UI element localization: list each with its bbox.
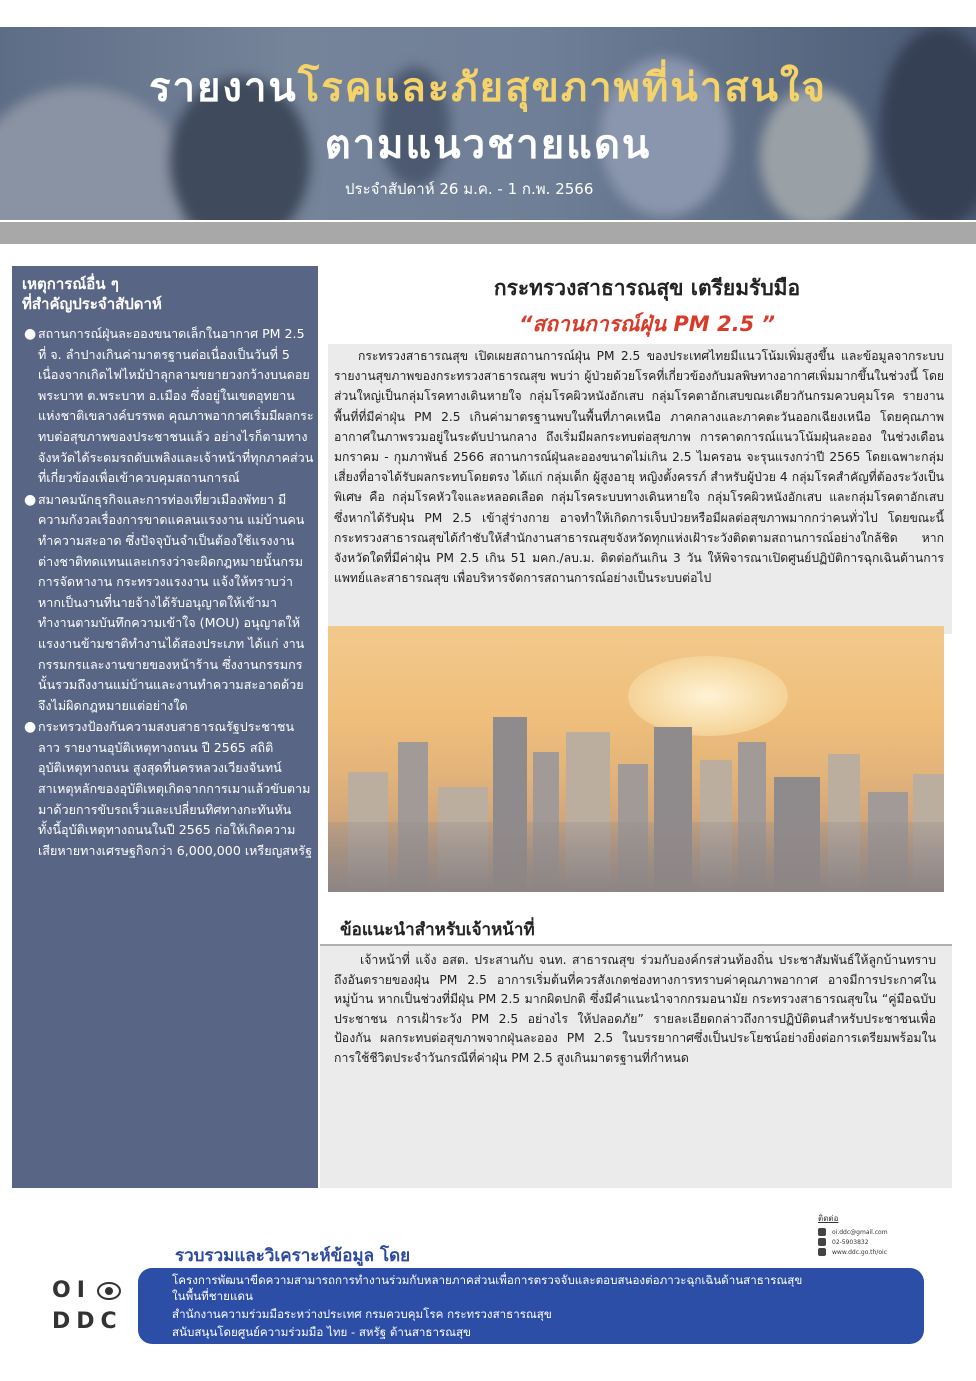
list-item-text: กระทรวงป้องกันความสงบสาธารณรัฐประชาชนลาว รายงานอุบัติเหตุทางถนน ปี 2565 สถิติอุบัติเหตุทางถนน สูงสุดที่นครหลวงเวียงจันทน์ สาเหตุหลักของอุบัติเหตุเกิดจากการเมาแล้วขับตามมาด้วยการขับรถเร็วและเปลี่ยนทิศทางกะทันหันทั้งนี้อุบัติเหตุทางถนนในปี 2565 ก่อให้เกิดความเสียหายทางเศรษฐกิจกว่า 6,000,000 เหรียญสหรัฐ xyxy=(38,719,313,858)
sidebar-heading-line1: เหตุการณ์อื่น ๆ xyxy=(22,275,119,293)
web-icon xyxy=(818,1248,826,1256)
sidebar-heading-line2: ที่สำคัญประจำสัปดาห์ xyxy=(22,295,162,313)
logo-text-ddc: DDC xyxy=(52,1309,123,1334)
contact-email[interactable]: oi.ddc@gmail.com xyxy=(832,1228,888,1236)
report-title-line2: ตามแนวชายแดน xyxy=(324,122,652,168)
contact-row xyxy=(818,1248,938,1256)
phone-icon xyxy=(818,1238,826,1246)
list-item-text: สถานการณ์ฝุ่นละอองขนาดเล็กในอากาศ PM 2.5 ที่ จ. ลำปางเกินค่ามาตรฐานต่อเนื่องเป็นวันที่ 5 เนื่องจากเกิดไฟไหม้ป่าลุกลามขยายวงกว้างบนดอยพระบาท ต.พระบาท อ.เมือง ซึ่งอยู่ในเขตอุทยานแห่งชาติเขลางค์บรรพต คุณภาพอากาศเริ่มมีผลกระทบต่อสุขภาพของประชาชนแล้ว อย่างไรก็ตามทางจังหวัดได้ระดมรถดับเพลิงและเจ้าหน้าที่ทุกภาคส่วนที่เกี่ยวข้องเพื่อเข้าควบคุมสถานการณ์ xyxy=(38,326,314,486)
recommend-body xyxy=(320,946,952,1188)
list-item xyxy=(24,717,314,861)
email-icon xyxy=(818,1228,826,1236)
contact-row xyxy=(818,1228,938,1236)
city-haze xyxy=(328,822,944,892)
recommend-title: ข้อแนะนำสำหรับเจ้าหน้าที่ xyxy=(340,920,535,940)
sun-glow xyxy=(628,656,788,736)
sidebar-list xyxy=(24,324,314,862)
footer-line: สำนักงานความร่วมมือระหว่างประเทศ กรมควบคุมโรค กระทรวงสาธารณสุข xyxy=(172,1307,552,1321)
article-body xyxy=(328,344,952,634)
header-banner xyxy=(0,27,976,220)
list-item-text: สมาคมนักธุรกิจและการท่องเที่ยวเมืองพัทยา มีความกังวลเรื่องการขาดแคลนแรงงาน แม่บ้านคนทำความสะอาด ซึ่งปัจจุบันจำเป็นต้องใช้แรงงานต่างชาติทดแทนและเกรงว่าจะผิดกฎหมายนั้นกรมการจัดหางาน กระทรวงแรงงาน แจ้งให้ทราบว่าหากเป็นงานที่นายจ้างได้รับอนุญาตให้เข้ามาทำงานตามบันทึกความเข้าใจ (MOU) อนุญาตให้แรงงานข้ามชาติทำงานได้สองประเภท ได้แก่ งานกรรมกรและงานขายของหน้าร้าน ซึ่งงานกรรมกรนั้นรวมถึงงานแม่บ้านและงานทำความสะอาดด้วยจึงไม่ผิดกฎหมายแต่อย่างใด xyxy=(38,491,305,713)
bullet-icon: ● xyxy=(24,326,37,342)
divider-bar xyxy=(0,222,976,244)
contact-website[interactable]: www.ddc.go.th/oic xyxy=(832,1248,887,1256)
footer-line: ในพื้นที่ชายแดน xyxy=(172,1289,253,1303)
article-paragraph: กระทรวงสาธารณสุข เปิดเผยสถานการณ์ฝุ่น PM 2.5 ของประเทศไทยมีแนวโน้มเพิ่มสูงขึ้น และข้อมูลจากระบบรายงานสุขภาพของกระทรวงสาธารณสุข พบว่า ผู้ป่วยด้วยโรคที่เกี่ยวข้องกับมลพิษทางอากาศเพิ่มมากขึ้นในช่วงนี้ โดยส่วนใหญ่เป็นกลุ่มโรคทางเดินหายใจ กลุ่มโรคผิวหนังอักเสบ กลุ่มโรคตาอักเสบขณะเดียวกันกรมควบคุมโรค รายงานพื้นที่ที่มีค่าฝุ่น PM 2.5 เกินค่ามาตรฐานพบในพื้นที่ภาคเหนือ ภาคกลางและภาคตะวันออกเฉียงเหนือ โดยคุณภาพอากาศในภาพรวมอยู่ในระดับปานกลาง ถึงเริ่มมีผลกระทบต่อสุขภาพ การคาดการณ์แนวโน้มฝุ่นละออง ในช่วงเดือนมกราคม - กุมภาพันธ์ 2566 สถานการณ์ฝุ่นละอองขนาดไม่เกิน 2.5 ไมครอน จะรุนแรงกว่าปี 2565 โดยเฉพาะกลุ่มเสี่ยงที่อาจได้รับผลกระทบโดยตรง ได้แก่ กลุ่มเด็ก ผู้สูงอายุ หญิงตั้งครรภ์ สำหรับผู้ป่วย 4 กลุ่มโรคสำคัญที่ต้องระวังเป็นพิเศษ คือ กลุ่มโรคหัวใจและหลอดเลือด กลุ่มโรคระบบทางเดินหายใจ กลุ่มโรคผิวหนังอักเสบ และกลุ่มโรคตาอักเสบ ซึ่งหากได้รับฝุ่น PM 2.5 เข้าสู่ร่างกาย อาจทำให้เกิดการเจ็บป่วยหรือมีผลต่อสุขภาพมากกว่าคนทั่วไป โดยขณะนี้กระทรวงสาธารณสุขได้กำชับให้สำนักงานสาธารณสุขจังหวัดทุกแห่งเฝ้าระวังติดตามสถานการณ์อย่างใกล้ชิด หากจังหวัดใดที่มีค่าฝุ่น PM 2.5 เกิน 51 มคก./ลบ.ม. ติดต่อกันเกิน 3 วัน ให้พิจารณาเปิดศูนย์ปฏิบัติการฉุกเฉินด้านการแพทย์และสาธารณสุข เพื่อบริหารจัดการสถานการณ์อย่างเป็นระบบต่อไป xyxy=(334,349,944,586)
contact-phone[interactable]: 02-5903832 xyxy=(832,1238,869,1246)
contact-label: ติดต่อ xyxy=(818,1214,839,1223)
list-item xyxy=(24,324,314,489)
list-item xyxy=(24,490,314,717)
oi-ddc-logo xyxy=(52,1278,132,1334)
sidebar-other-events xyxy=(12,266,318,1188)
footer-title: รวบรวมและวิเคราะห์ข้อมูล โดย xyxy=(175,1246,411,1266)
contact-block xyxy=(818,1212,938,1258)
sidebar-heading xyxy=(22,274,162,314)
logo-text-oi: OI xyxy=(52,1278,91,1303)
footer-credit-box xyxy=(138,1268,924,1344)
report-title: รายงานโรคและภัยสุขภาพที่น่าสนใจ xyxy=(149,65,827,111)
article-subtitle: “สถานการณ์ฝุ่น PM 2.5 ” xyxy=(518,312,776,336)
eye-icon xyxy=(97,1282,121,1300)
bullet-icon: ● xyxy=(24,719,37,736)
article-title: กระทรวงสาธารณสุข เตรียมรับมือ xyxy=(493,276,801,300)
footer-line: สนับสนุนโดยศูนย์ความร่วมมือ ไทย - สหรัฐ ด้านสาธารณสุข xyxy=(172,1325,471,1339)
bullet-icon: ● xyxy=(24,491,37,508)
contact-row xyxy=(818,1238,938,1246)
recommend-paragraph: เจ้าหน้าที่ แจ้ง อสต. ประสานกับ จนท. สาธารณสุข ร่วมกับองค์กรส่วนท้องถิ่น ประชาสัมพันธ์ให้ลูกบ้านทราบถึงอันตรายของฝุ่น PM 2.5 อาการเริ่มต้นที่ควรสังเกตช่องทางการทราบค่าคุณภาพอากาศ อาจมีการประกาศในหมู่บ้าน หากเป็นช่วงที่มีฝุ่น PM 2.5 มากผิดปกติ ซึ่งมีคำแนะนำจากกรมอนามัย กระทรวงสาธารณสุขใน “คู่มือฉบับประชาชน การเฝ้าระวัง PM 2.5 อย่างไร ให้ปลอดภัย” รายละเอียดกล่าวถึงการปฏิบัติตนสำหรับประชาชนเพื่อป้องกัน ผลกระทบต่อสุขภาพจากฝุ่นละออง PM 2.5 ในบรรยากาศซึ่งเป็นประโยชน์อย่างยิ่งต่อการเตรียมพร้อมในการใช้ชีวิตประจำวันกรณีที่ค่าฝุ่น PM 2.5 สูงเกินมาตรฐานที่กำหนด xyxy=(334,953,936,1065)
city-haze-photo xyxy=(328,626,944,892)
report-date: ประจำสัปดาห์ 26 ม.ค. - 1 ก.พ. 2566 xyxy=(345,180,594,198)
footer-line: โครงการพัฒนาขีดความสามารถการทำงานร่วมกับหลายภาคส่วนเพื่อการตรวจจับและตอบสนองต่อภาวะฉุกเฉินด้านสาธารณสุข xyxy=(172,1273,803,1287)
